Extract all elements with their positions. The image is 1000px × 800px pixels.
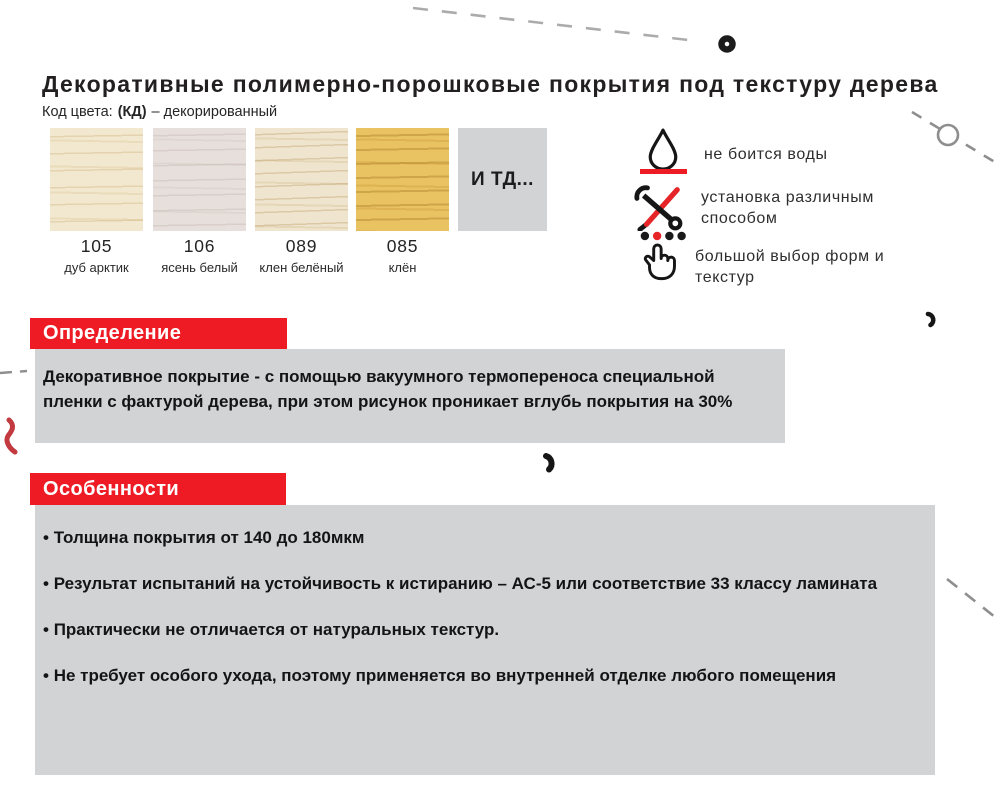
wood-swatch-089 <box>255 128 348 231</box>
feature-bullet: • Не требует особого ухода, поэтому применяется во внутренней отделке любого помещения <box>43 661 880 690</box>
definition-heading: Определение <box>30 318 287 349</box>
feature-bullet: • Толщина покрытия от 140 до 180мкм <box>43 523 880 552</box>
red-squiggle <box>7 420 15 452</box>
more-swatches-box: И ТД... <box>458 128 547 231</box>
swatch-code: 089 <box>285 236 318 256</box>
features-panel <box>35 505 935 775</box>
red-underline <box>640 169 687 174</box>
hand-pointer-icon <box>640 231 687 288</box>
comma-mark-large <box>546 456 552 470</box>
dashed-line-left <box>0 371 27 373</box>
swatch-name: клен белёный <box>259 260 344 275</box>
swatch-caption <box>255 236 348 275</box>
swatch-name: ясень белый <box>161 260 238 275</box>
swatch-caption <box>153 236 246 275</box>
dashed-line-bottomright <box>947 579 1000 621</box>
swatch-code: 106 <box>183 236 216 256</box>
wood-swatch-085 <box>356 128 449 231</box>
color-code-note <box>42 104 277 120</box>
definition-text: Декоративное покрытие - с помощью вакуумного термопереноса специальной пленки с фактурой дерева, при этом рисунок проникает вглубь покрытия на 30% <box>35 349 785 443</box>
swatch-caption <box>356 236 449 275</box>
feature-label-install: установка различным способом <box>701 189 874 227</box>
feature-label-variety: большой выбор форм и текстур <box>695 248 885 286</box>
swatch-caption <box>50 236 143 275</box>
wood-swatch-105 <box>50 128 143 231</box>
dashed-line-topright <box>912 112 998 164</box>
dashed-line-top <box>413 8 697 41</box>
donut-dot-icon <box>722 39 733 50</box>
feature-bullet: • Практически не отличается от натуральных текстур. <box>43 615 880 644</box>
comma-mark-small <box>928 314 933 325</box>
swatch-code: 105 <box>80 236 113 256</box>
tools-icon <box>633 185 685 231</box>
swatch-name: клён <box>388 260 417 275</box>
color-code-suffix: – декорированный <box>151 103 278 120</box>
circle-marker-icon <box>938 125 958 145</box>
swatch-name: дуб арктик <box>64 260 129 275</box>
wood-swatch-106 <box>153 128 246 231</box>
color-code-value: (КД) <box>117 103 147 120</box>
feature-label-water: не боится воды <box>704 146 828 163</box>
color-code-prefix: Код цвета: <box>42 103 113 120</box>
water-drop-icon <box>646 127 680 171</box>
feature-bullet: • Результат испытаний на устойчивость к истиранию – АС-5 или соответствие 33 классу ламината <box>43 569 880 598</box>
page-title: Декоративные полимерно-порошковые покрытия под текстуру дерева <box>42 71 939 98</box>
features-heading: Особенности <box>30 473 286 505</box>
swatch-code: 085 <box>386 236 419 256</box>
